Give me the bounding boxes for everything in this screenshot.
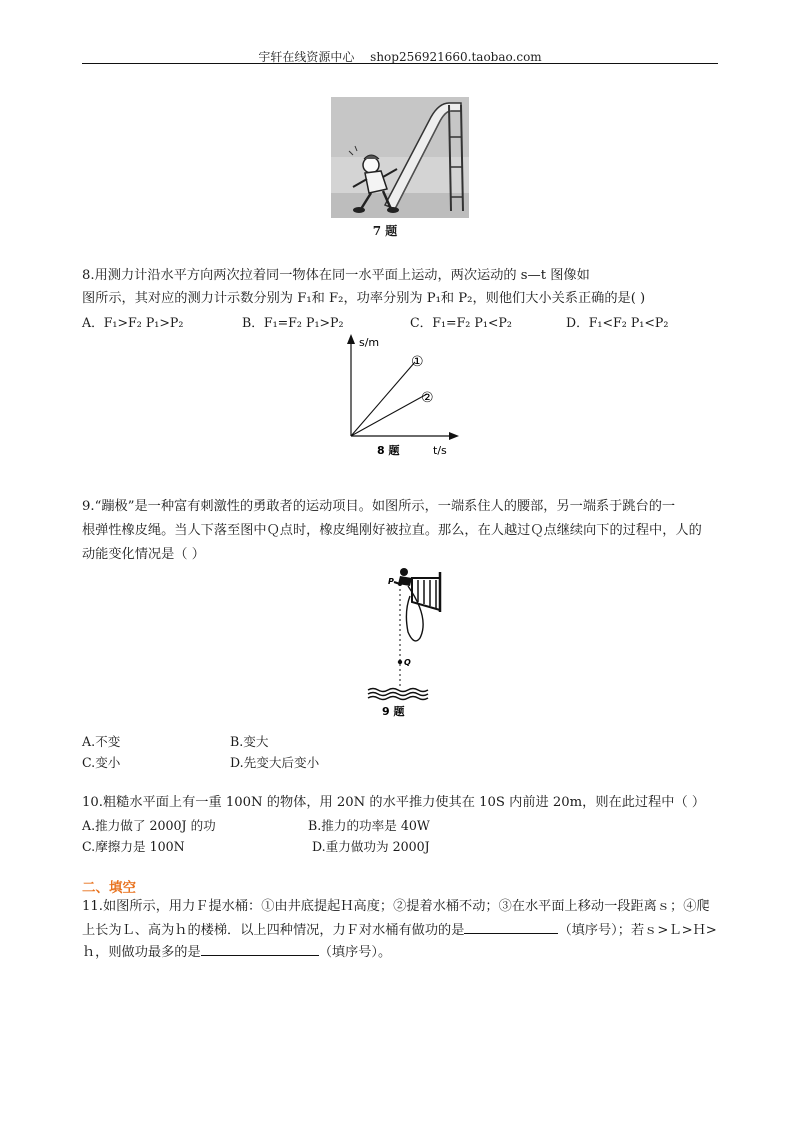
curve-1-label: ① <box>411 354 424 370</box>
point-q-label: Q <box>404 658 411 667</box>
shop-name: 宇轩在线资源中心 <box>258 50 355 64</box>
q10-text-line1: 10.粗糙水平面上有一重 100N 的物体，用 20N 的水平推力使其在 10S 内前进 20m，则在此过程中（ ） <box>82 795 706 810</box>
curve-1 <box>351 362 415 436</box>
q9-option-c: C.变小 <box>82 755 121 770</box>
y-axis-arrow <box>347 334 355 344</box>
q8-text-line2: 图所示，其对应的测力计示数分别为 F₁和 F₂，功率分别为 P₁和 P₂，则他们大小关系正确的是( ) <box>82 291 646 306</box>
q7-caption: 7 题 <box>372 224 398 238</box>
q9-caption: 9 题 <box>382 705 405 718</box>
q11-line2-start: 上长为Ｌ、高为ｈ的楼梯．以上四种情况，力Ｆ对水桶有做功的是 <box>82 923 465 938</box>
q11-text-line3 <box>82 941 722 963</box>
q9-option-a: A.不变 <box>82 734 121 749</box>
q11-text-line2 <box>82 919 722 941</box>
q10-option-b: B.推力的功率是 40W <box>308 818 430 833</box>
q11-answer-blank-1[interactable] <box>464 919 558 934</box>
q8-st-graph <box>335 330 465 460</box>
q8-option-b: B．F₁=F₂ P₁>P₂ <box>242 315 344 330</box>
q10-option-c: C.摩擦力是 100N <box>82 839 185 854</box>
header-divider <box>82 63 718 64</box>
section-title-fill-in: 二、填空 <box>82 880 136 896</box>
q10-option-a: A.推力做了 2000J 的功 <box>82 818 216 833</box>
q8-option-a: A．F₁>F₂ P₁>P₂ <box>82 315 184 330</box>
q10-option-d: D.重力做功为 2000J <box>312 839 430 854</box>
q7-slide-image <box>331 97 469 218</box>
curve-2-label: ② <box>421 390 434 406</box>
q11-line3-end: （填序号）。 <box>318 945 392 960</box>
q9-bungee-figure <box>360 562 450 722</box>
q8-option-c: C．F₁=F₂ P₁<P₂ <box>410 315 512 330</box>
curve-2 <box>351 394 427 436</box>
y-axis-label: s/m <box>359 336 380 349</box>
q9-text-line2: 根弹性橡皮绳。当人下落至图中Ｑ点时，橡皮绳刚好被拉直。那么，在人越过Ｑ点继续向下的过程中，人的 <box>82 523 702 538</box>
shop-url: shop256921660.taobao.com <box>370 50 542 64</box>
point-p-label: P <box>388 577 394 586</box>
x-axis-arrow <box>449 432 459 440</box>
q8-text-line1: 8.用测力计沿水平方向两次拉着同一物体在同一水平面上运动，两次运动的 s—t 图像如 <box>82 268 590 283</box>
q9-text-line3: 动能变化情况是（ ） <box>82 547 205 562</box>
q11-line2-end: （填序号）；若ｓ>Ｌ>Ｈ> <box>558 923 717 938</box>
q9-option-d: D.先变大后变小 <box>230 755 320 770</box>
q11-line3-start: ｈ，则做功最多的是 <box>82 945 201 960</box>
x-axis-label: t/s <box>433 444 447 457</box>
q11-answer-blank-2[interactable] <box>201 941 319 956</box>
q9-option-b: B.变大 <box>230 734 269 749</box>
q9-text-line1: 9.“蹦极”是一种富有刺激性的勇敢者的运动项目。如图所示，一端系住人的腰部，另一端系于跳台的一 <box>82 499 676 514</box>
q11-text-line1: 11.如图所示，用力Ｆ提水桶：①由井底提起Ｈ高度；②提着水桶不动；③在水平面上移动一段距离ｓ；④爬 <box>82 899 710 914</box>
q8-option-d: D．F₁<F₂ P₁<P₂ <box>566 315 669 330</box>
q8-caption: 8 题 <box>377 444 400 457</box>
